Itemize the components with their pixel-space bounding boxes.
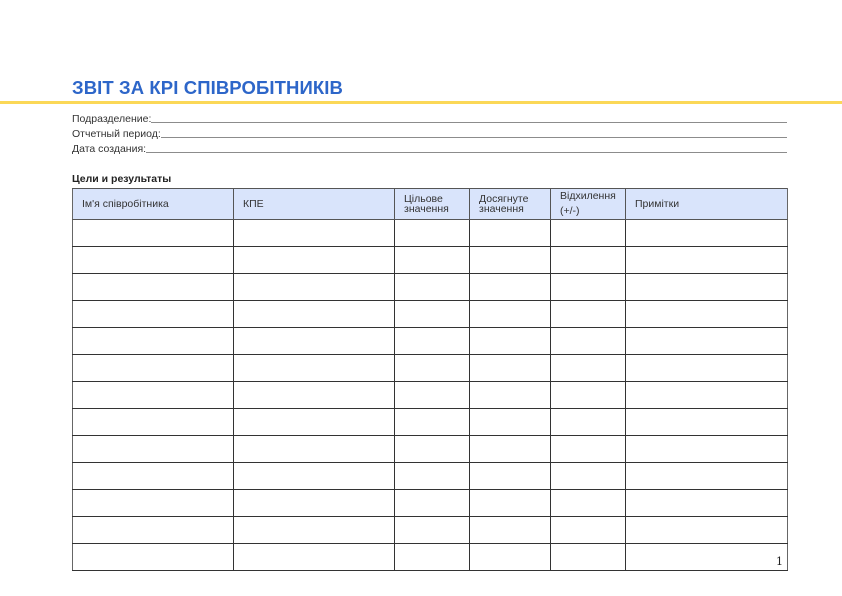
table-cell[interactable] [626, 409, 788, 436]
table-row [73, 517, 788, 544]
table-cell[interactable] [551, 301, 626, 328]
table-cell[interactable] [395, 409, 470, 436]
table-cell[interactable] [551, 382, 626, 409]
table-cell[interactable] [234, 544, 395, 571]
field-department[interactable] [72, 112, 787, 125]
column-header-deviation: Відхилення (+/-) [551, 189, 626, 220]
column-header-achieved-value: Досягнуте значення [470, 189, 551, 220]
table-cell[interactable] [234, 517, 395, 544]
field-label: Подразделение: [72, 113, 152, 125]
table-row [73, 328, 788, 355]
page-number: 1 [776, 555, 783, 568]
table-cell[interactable] [626, 328, 788, 355]
field-line[interactable] [161, 136, 787, 138]
table-row [73, 301, 788, 328]
table-cell[interactable] [395, 301, 470, 328]
table-row [73, 463, 788, 490]
table-cell[interactable] [73, 247, 234, 274]
table-cell[interactable] [626, 220, 788, 247]
table-cell[interactable] [626, 355, 788, 382]
table-cell[interactable] [470, 382, 551, 409]
table-cell[interactable] [626, 544, 788, 571]
table-cell[interactable] [551, 274, 626, 301]
table-cell[interactable] [395, 436, 470, 463]
table-cell[interactable] [395, 490, 470, 517]
table-row [73, 355, 788, 382]
table-cell[interactable] [551, 355, 626, 382]
table-cell[interactable] [626, 274, 788, 301]
table-cell[interactable] [234, 382, 395, 409]
table-cell[interactable] [73, 355, 234, 382]
field-line[interactable] [151, 121, 787, 123]
table-cell[interactable] [470, 490, 551, 517]
table-cell[interactable] [626, 436, 788, 463]
table-row [73, 490, 788, 517]
column-header-target-value: Цільове значення [395, 189, 470, 220]
table-cell[interactable] [234, 463, 395, 490]
table-cell[interactable] [73, 517, 234, 544]
field-reporting-period[interactable] [72, 127, 787, 140]
table-cell[interactable] [234, 328, 395, 355]
table-cell[interactable] [395, 220, 470, 247]
field-line[interactable] [146, 151, 787, 153]
table-cell[interactable] [73, 274, 234, 301]
column-header-employee-name: Ім'я співробітника [73, 189, 234, 220]
table-cell[interactable] [234, 490, 395, 517]
field-creation-date[interactable] [72, 142, 787, 155]
table-cell[interactable] [73, 301, 234, 328]
table-row [73, 436, 788, 463]
table-cell[interactable] [470, 409, 551, 436]
table-cell[interactable] [73, 328, 234, 355]
table-row [73, 247, 788, 274]
table-cell[interactable] [470, 436, 551, 463]
table-cell[interactable] [551, 463, 626, 490]
table-cell[interactable] [626, 382, 788, 409]
section-title: Цели и результаты [72, 173, 172, 185]
header-divider [0, 101, 842, 104]
column-header-notes: Примітки [626, 189, 788, 220]
table-row [73, 544, 788, 571]
table-cell[interactable] [626, 517, 788, 544]
table-cell[interactable] [470, 544, 551, 571]
table-cell[interactable] [395, 328, 470, 355]
table-cell[interactable] [470, 247, 551, 274]
table-cell[interactable] [626, 301, 788, 328]
table-cell[interactable] [626, 247, 788, 274]
table-cell[interactable] [234, 436, 395, 463]
table-header-row [73, 189, 788, 220]
table-cell[interactable] [470, 463, 551, 490]
table-cell[interactable] [234, 220, 395, 247]
table-cell[interactable] [626, 463, 788, 490]
table-cell[interactable] [73, 490, 234, 517]
table-cell[interactable] [73, 409, 234, 436]
table-cell[interactable] [395, 517, 470, 544]
table-cell[interactable] [234, 301, 395, 328]
table-cell[interactable] [395, 382, 470, 409]
table-cell[interactable] [470, 274, 551, 301]
table-cell[interactable] [73, 382, 234, 409]
table-row [73, 382, 788, 409]
table-cell[interactable] [551, 247, 626, 274]
kpi-table [72, 188, 788, 571]
table-cell[interactable] [551, 436, 626, 463]
table-cell[interactable] [395, 355, 470, 382]
column-header-kpi: КПЕ [234, 189, 395, 220]
table-row [73, 220, 788, 247]
table-cell[interactable] [234, 247, 395, 274]
table-cell[interactable] [470, 220, 551, 247]
table-cell[interactable] [551, 490, 626, 517]
table-cell[interactable] [73, 544, 234, 571]
table-cell[interactable] [73, 220, 234, 247]
table-cell[interactable] [234, 274, 395, 301]
table-cell[interactable] [470, 301, 551, 328]
table-cell[interactable] [551, 517, 626, 544]
table-row [73, 409, 788, 436]
table-cell[interactable] [470, 328, 551, 355]
field-label: Отчетный период: [72, 128, 161, 140]
table-cell[interactable] [470, 517, 551, 544]
table-cell[interactable] [470, 355, 551, 382]
table-cell[interactable] [626, 490, 788, 517]
field-label: Дата создания: [72, 143, 147, 155]
table-cell[interactable] [395, 274, 470, 301]
table-row [73, 274, 788, 301]
table-cell[interactable] [395, 544, 470, 571]
table-cell[interactable] [234, 409, 395, 436]
table-cell[interactable] [395, 463, 470, 490]
table-cell[interactable] [73, 436, 234, 463]
table-cell[interactable] [395, 247, 470, 274]
table-cell[interactable] [551, 220, 626, 247]
table-cell[interactable] [551, 544, 626, 571]
table-cell[interactable] [551, 328, 626, 355]
table-cell[interactable] [234, 355, 395, 382]
table-cell[interactable] [551, 409, 626, 436]
page-title: ЗВІТ ЗА КРІ СПІВРОБІТНИКІВ [72, 77, 343, 98]
table-cell[interactable] [73, 463, 234, 490]
